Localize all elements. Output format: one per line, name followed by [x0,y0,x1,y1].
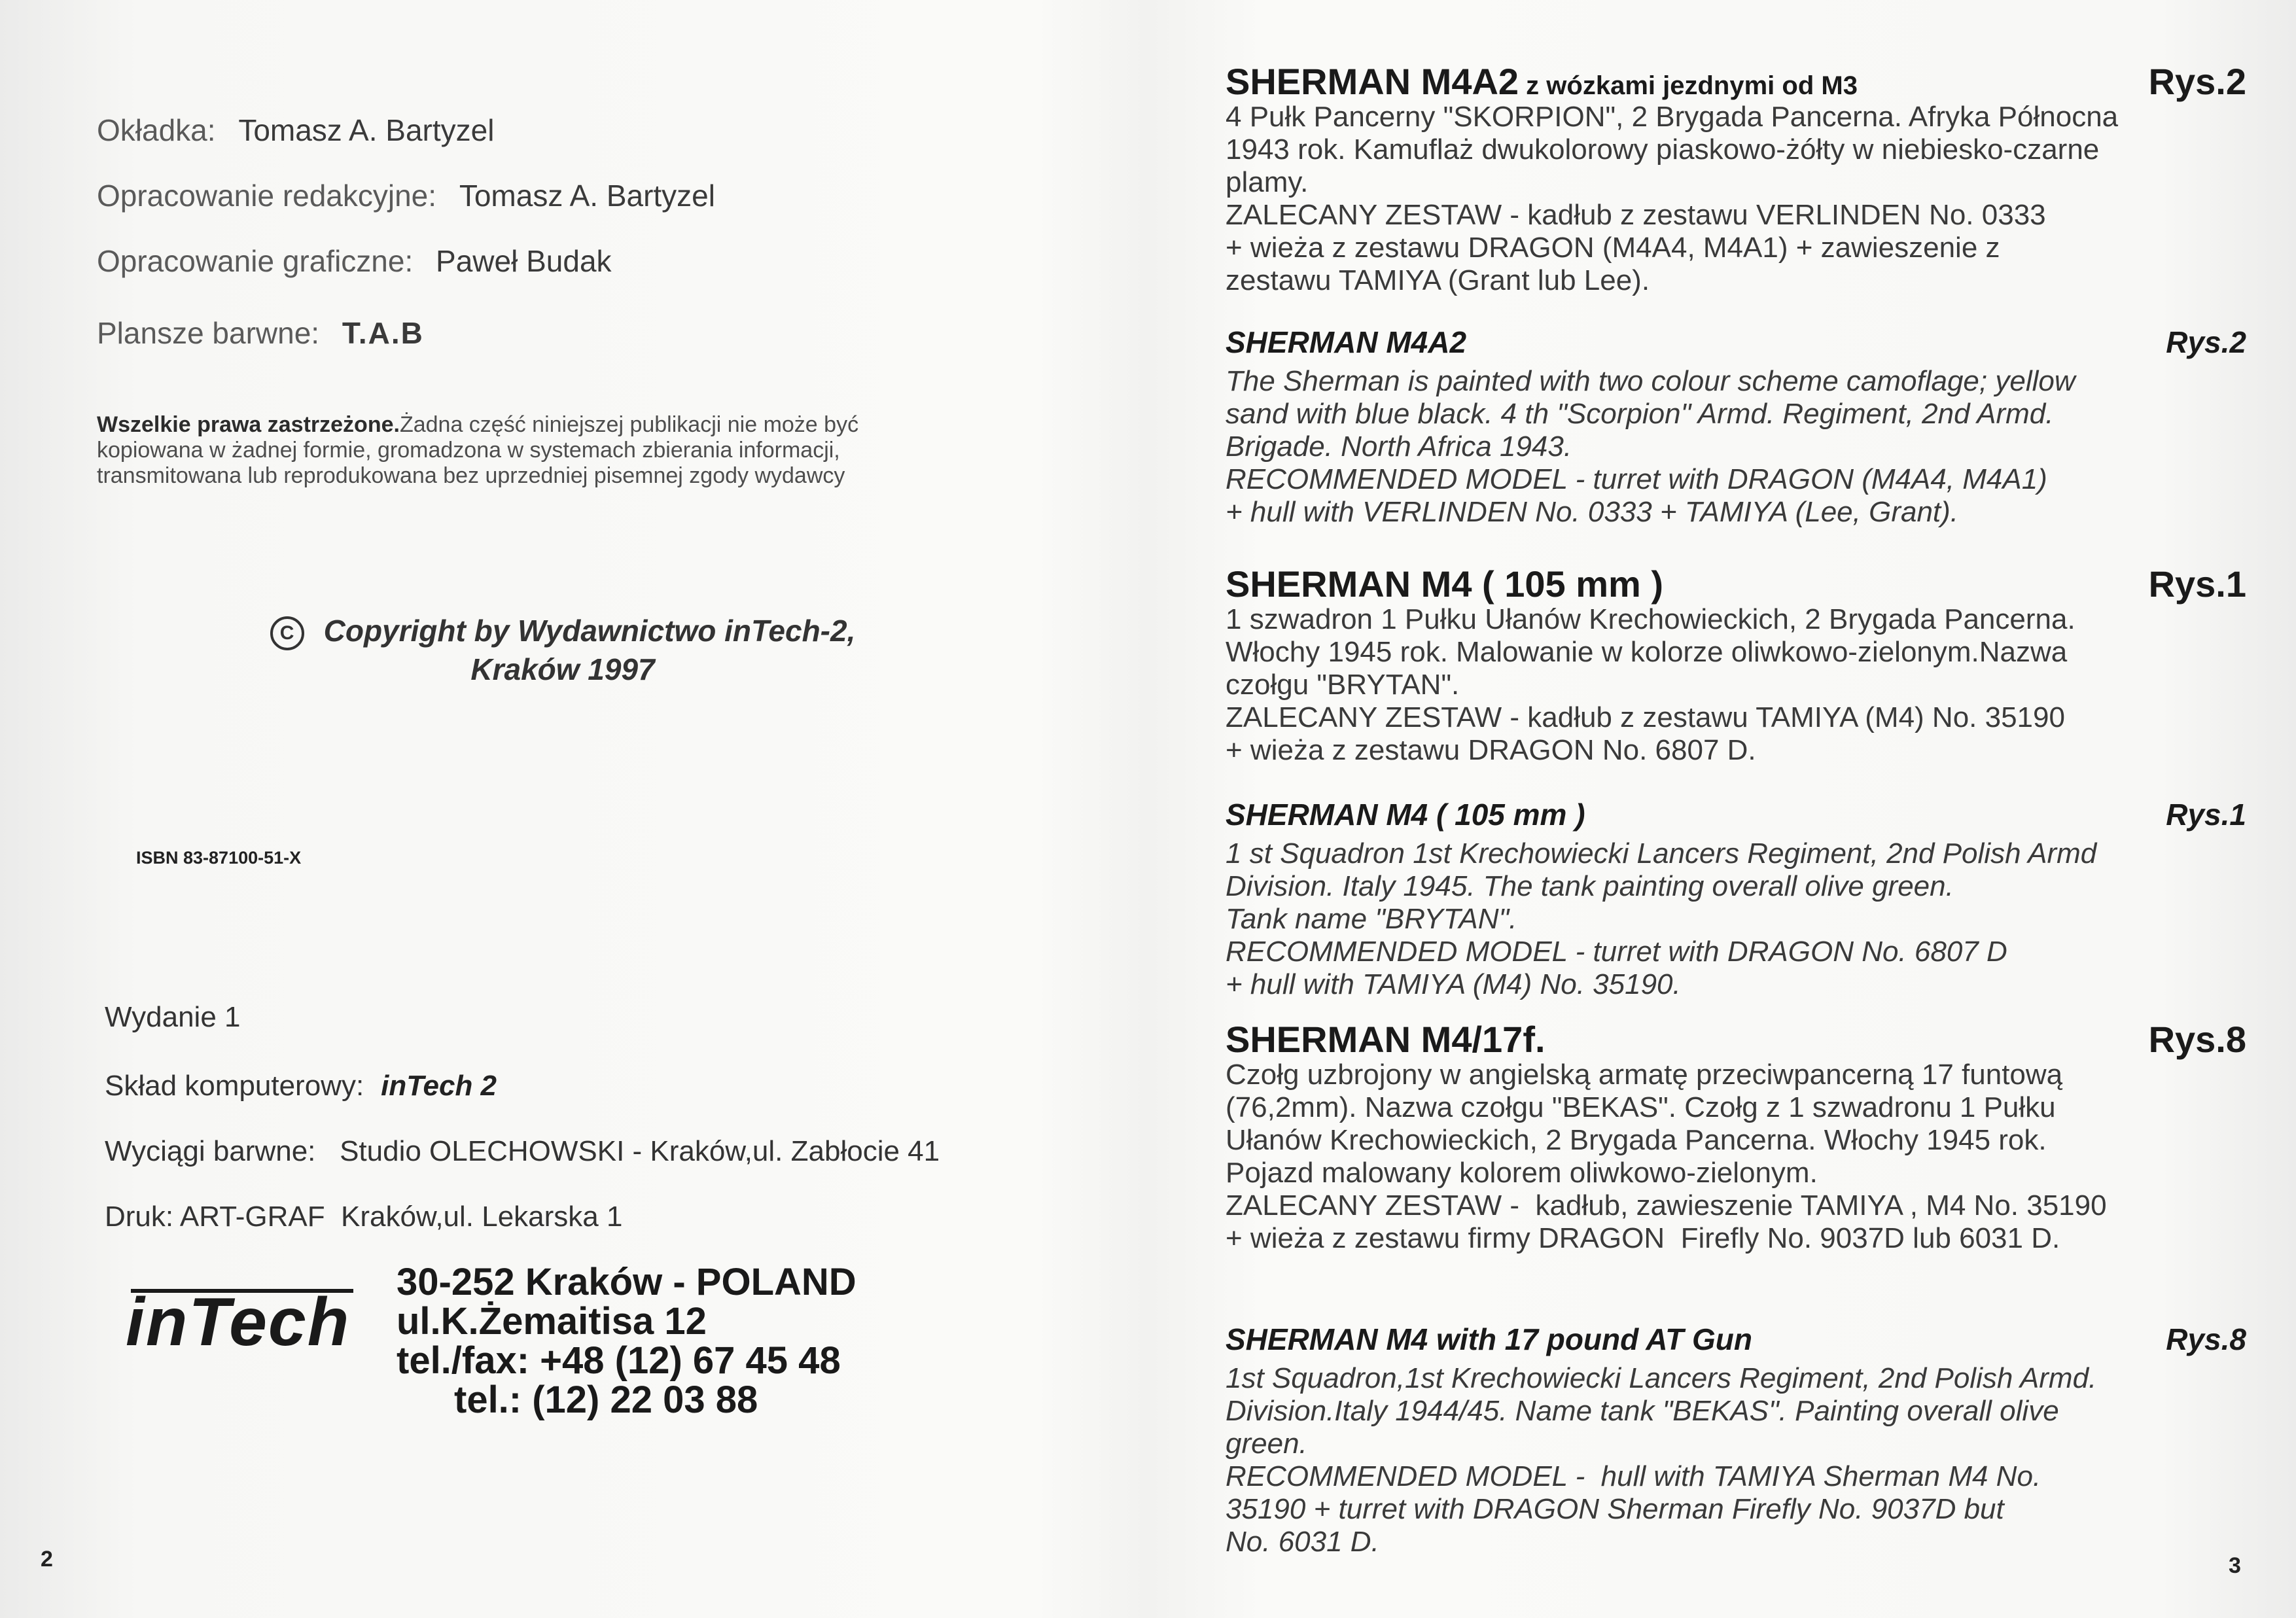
page-number-left: 2 [41,1547,53,1572]
page-number-right: 3 [2229,1553,2241,1578]
entry-m4-17pdr-en: SHERMAN M4 with 17 pound AT Gun Rys.8 1st Squadron,1st Krechowiecki Lancers Regiment, 2nd Polish Armd. Division.Italy 1944/45. Name tank "BEKAS". Painting overall olive green. RECOMMENDED MODEL - hull with TAMIYA Sherman M4 No. 35190 + turret with DRAGON Sherman Firefly No. 9037D but No. 6031 D. [1226,1322,2246,1558]
intech-logo: inTech [126,1284,351,1360]
printing: Druk: ART-GRAF Kraków,ul. Lekarska 1 [105,1201,623,1233]
credit-cover: Okładka: Tomasz A. Bartyzel [97,113,495,147]
color-separations: Wyciągi barwne: Studio OLECHOWSKI - Kraków,ul. Zabłocie 41 [105,1135,940,1167]
figure-ref: Rys.2 [2166,325,2246,359]
credit-editing: Opracowanie redakcyjne: Tomasz A. Bartyzel [97,179,715,213]
entry-m4-105-en: SHERMAN M4 ( 105 mm ) Rys.1 1 st Squadron 1st Krechowiecki Lancers Regiment, 2nd Polish Armd Division. Italy 1945. The tank painting overall olive green. Tank name "BRYTAN". RECOMMENDED MODEL - turret with DRAGON No. 6807 D + hull with TAMIYA (M4) No. 35190. [1226,798,2246,1000]
edition: Wydanie 1 [105,1001,241,1033]
copyright-icon: C [270,616,304,650]
isbn: ISBN 83-87100-51-X [136,848,302,868]
figure-ref: Rys.8 [2166,1322,2246,1356]
figure-ref: Rys.2 [2148,61,2246,102]
entry-m4-105-pl: SHERMAN M4 ( 105 mm ) Rys.1 1 szwadron 1 Pułku Ułanów Krechowieckich, 2 Brygada Pancerna. Włochy 1945 rok. Malowanie w kolorze oliwkowo-zielonym.Nazwa czołgu "BRYTAN". ZALECANY ZESTAW - kadłub z zestawu TAMIYA (M4) No. 35190 + wieża z zestawu DRAGON No. 6807 D. [1226,563,2246,766]
intech-inline-logo: inTech 2 [381,1070,497,1102]
figure-ref: Rys.8 [2148,1019,2246,1060]
entry-m4-17f-pl: SHERMAN M4/17f. Rys.8 Czołg uzbrojony w angielską armatę przeciwpancerną 17 funtową (76,2mm). Nazwa czołgu "BEKAS". Czołg z 1 szwadronu 1 Pułku Ułanów Krechowieckich, 2 Brygada Pancerna. Włochy 1945 rok. Pojazd malowany kolorem oliwkowo-zielonym. ZALECANY ZESTAW - kadłub, zawieszenie TAMIYA , M4 No. 35190 + wieża z zestawu firmy DRAGON Firefly No. 9037D lub 6031 D. [1226,1019,2246,1254]
credit-color-plates: Plansze barwne: T.A.B [97,316,424,350]
entry-m4a2-pl: SHERMAN M4A2 z wózkami jezdnymi od M3 Rys.2 4 Pułk Pancerny "SKORPION", 2 Brygada Pancerna. Afryka Północna 1943 rok. Kamuflaż dwukolorowy piaskowo-żółty w niebiesko-czarne plamy. ZALECANY ZESTAW - kadłub z zestawu VERLINDEN No. 0333 + wieża z zestawu DRAGON (M4A4, M4A1) + zawieszenie z zestawu TAMIYA (Grant lub Lee). [1226,61,2246,296]
rights-notice: Wszelkie prawa zastrzeżone.Żadna część niniejszej publikacji nie może być kopiowana w żadnej formie, gromadzona w systemach zbierania informacji, transmitowana lub reprodukowana bez uprzedniej pisemnej zgody wydawcy [97,412,859,488]
figure-ref: Rys.1 [2166,798,2246,832]
figure-ref: Rys.1 [2148,563,2246,605]
copyright-notice: C Copyright by Wydawnictwo inTech-2, Kraków 1997 [170,612,955,688]
typesetting: Skład komputerowy: inTech 2 [105,1070,497,1102]
publisher-address: 30-252 Kraków - POLAND ul.K.Żemaitisa 12 tel./fax: +48 (12) 67 45 48 tel.: (12) 22 03 88 [397,1261,857,1421]
credit-graphics: Opracowanie graficzne: Paweł Budak [97,244,612,278]
entry-m4a2-en: SHERMAN M4A2 Rys.2 The Sherman is painted with two colour scheme camoflage; yellow sand with blue black. 4 th "Scorpion" Armd. Regiment, 2nd Armd. Brigade. North Africa 1943. RECOMMENDED MODEL - turret with DRAGON (M4A4, M4A1) + hull with VERLINDEN No. 0333 + TAMIYA (Lee, Grant). [1226,325,2246,528]
